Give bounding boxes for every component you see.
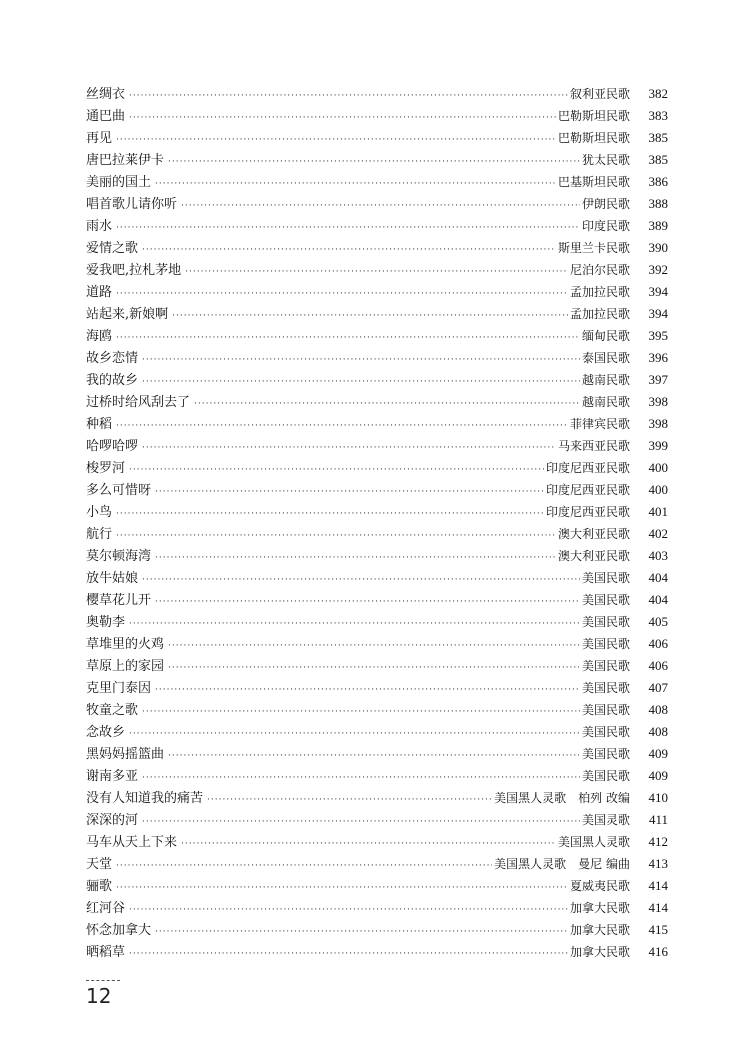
entry-page: 385 (648, 130, 668, 145)
entry-page: 413 (648, 856, 668, 871)
leader-dots (142, 349, 580, 371)
leader-dots (129, 899, 568, 921)
entry-source: 澳大利亚民歌 (557, 549, 630, 563)
leader-dots (155, 547, 556, 569)
entry-page: 395 (648, 328, 668, 343)
entry-source: 美国民歌 (581, 769, 630, 783)
entry-title: 多么可惜呀 (86, 483, 152, 498)
leader-dots (168, 657, 580, 679)
leader-dots (194, 393, 580, 415)
leader-dots (116, 877, 568, 899)
entry-source: 尼泊尔民歌 (569, 263, 630, 277)
entry-page: 410 (648, 790, 668, 805)
table-of-contents (86, 83, 668, 963)
leader-dots (155, 591, 580, 613)
entry-page: 389 (648, 218, 668, 233)
leader-dots (116, 503, 544, 525)
entry-title: 怀念加拿大 (86, 923, 152, 938)
entry-title: 再见 (86, 131, 113, 146)
entry-title: 唐巴拉莱伊卡 (86, 153, 165, 168)
leader-dots (168, 745, 580, 767)
leader-dots (142, 371, 580, 393)
entry-title: 哈啰哈啰 (86, 439, 139, 454)
entry-source: 美国黑人灵歌 柏列 改编 (494, 791, 630, 805)
entry-source: 美国黑人灵歌 曼尼 编曲 (494, 857, 630, 871)
leader-dots (207, 789, 492, 811)
leader-dots (185, 261, 568, 283)
entry-title: 航行 (86, 527, 113, 542)
entry-title: 谢南多亚 (86, 769, 139, 784)
leader-dots (155, 173, 556, 195)
leader-dots (129, 459, 544, 481)
toc-entry (86, 633, 668, 655)
leader-dots (116, 283, 568, 305)
entry-title: 梭罗河 (86, 461, 126, 476)
entry-page: 383 (648, 108, 668, 123)
toc-entry (86, 941, 668, 963)
toc-entry (86, 479, 668, 501)
toc-entry (86, 369, 668, 391)
toc-entry (86, 281, 668, 303)
entry-page: 398 (648, 394, 668, 409)
entry-title: 爱情之歌 (86, 241, 139, 256)
entry-page: 406 (648, 658, 668, 673)
entry-page: 402 (648, 526, 668, 541)
entry-source: 美国民歌 (581, 637, 630, 651)
leader-dots (116, 129, 556, 151)
leader-dots (116, 327, 580, 349)
toc-entry (86, 105, 668, 127)
entry-title: 红河谷 (86, 901, 126, 916)
toc-entry (86, 765, 668, 787)
toc-entry (86, 501, 668, 523)
entry-title: 念故乡 (86, 725, 126, 740)
entry-page: 405 (648, 614, 668, 629)
entry-page: 397 (648, 372, 668, 387)
toc-entry (86, 919, 668, 941)
toc-entry (86, 237, 668, 259)
entry-page: 406 (648, 636, 668, 651)
leader-dots (142, 767, 580, 789)
entry-page: 409 (648, 768, 668, 783)
entry-page: 392 (648, 262, 668, 277)
entry-page: 398 (648, 416, 668, 431)
entry-source: 马来西亚民歌 (557, 439, 630, 453)
entry-page: 414 (648, 900, 668, 915)
entry-page: 408 (648, 702, 668, 717)
entry-page: 404 (648, 592, 668, 607)
entry-source: 孟加拉民歌 (569, 285, 630, 299)
toc-entry (86, 413, 668, 435)
leader-dots (116, 415, 568, 437)
toc-entry (86, 875, 668, 897)
entry-source: 加拿大民歌 (569, 945, 630, 959)
toc-entry (86, 655, 668, 677)
entry-page: 388 (648, 196, 668, 211)
leader-dots (142, 701, 580, 723)
entry-title: 故乡恋情 (86, 351, 139, 366)
entry-title: 樱草花儿开 (86, 593, 152, 608)
toc-entry (86, 149, 668, 171)
toc-entry (86, 831, 668, 853)
entry-title: 唱首歌儿请你听 (86, 197, 178, 212)
entry-title: 我的故乡 (86, 373, 139, 388)
toc-entry (86, 853, 668, 875)
toc-entry (86, 545, 668, 567)
entry-title: 道路 (86, 285, 113, 300)
entry-title: 马车从天上下来 (86, 835, 178, 850)
entry-source: 美国民歌 (581, 593, 630, 607)
entry-page: 416 (648, 944, 668, 959)
entry-source: 叙利亚民歌 (569, 87, 630, 101)
entry-source: 美国民歌 (581, 659, 630, 673)
entry-page: 409 (648, 746, 668, 761)
toc-entry (86, 347, 668, 369)
leader-dots (168, 151, 580, 173)
entry-page: 411 (648, 812, 668, 827)
entry-page: 386 (648, 174, 668, 189)
entry-source: 泰国民歌 (581, 351, 630, 365)
leader-dots (129, 85, 568, 107)
entry-title: 美丽的国土 (86, 175, 152, 190)
entry-title: 通巴曲 (86, 109, 126, 124)
toc-entry (86, 435, 668, 457)
entry-title: 奥勒李 (86, 615, 126, 630)
toc-entry (86, 677, 668, 699)
entry-source: 越南民歌 (581, 395, 630, 409)
leader-dots (168, 635, 580, 657)
leader-dots (155, 921, 568, 943)
toc-entry (86, 567, 668, 589)
leader-dots (181, 833, 556, 855)
entry-source: 美国民歌 (581, 747, 630, 761)
leader-dots (142, 569, 580, 591)
leader-dots (142, 811, 580, 833)
entry-page: 396 (648, 350, 668, 365)
entry-source: 夏威夷民歌 (569, 879, 630, 893)
entry-source: 巴勒斯坦民歌 (557, 109, 630, 123)
entry-page: 401 (648, 504, 668, 519)
entry-title: 没有人知道我的痛苦 (86, 791, 204, 806)
entry-title: 克里门泰因 (86, 681, 152, 696)
entry-page: 390 (648, 240, 668, 255)
footer-divider (86, 980, 120, 981)
toc-entry (86, 743, 668, 765)
toc-entry (86, 303, 668, 325)
entry-title: 草堆里的火鸡 (86, 637, 165, 652)
toc-entry (86, 171, 668, 193)
leader-dots (181, 195, 580, 217)
entry-page: 412 (648, 834, 668, 849)
entry-source: 巴勒斯坦民歌 (557, 131, 630, 145)
toc-entry (86, 699, 668, 721)
entry-source: 缅甸民歌 (581, 329, 630, 343)
entry-page: 403 (648, 548, 668, 563)
leader-dots (142, 239, 556, 261)
entry-title: 黑妈妈摇篮曲 (86, 747, 165, 762)
entry-source: 犹太民歌 (581, 153, 630, 167)
toc-entry (86, 215, 668, 237)
entry-title: 骊歌 (86, 879, 113, 894)
entry-title: 雨水 (86, 219, 113, 234)
entry-source: 印度尼西亚民歌 (545, 461, 630, 475)
leader-dots (116, 855, 492, 877)
entry-page: 400 (648, 482, 668, 497)
entry-page: 414 (648, 878, 668, 893)
entry-title: 牧童之歌 (86, 703, 139, 718)
toc-entry (86, 325, 668, 347)
entry-page: 404 (648, 570, 668, 585)
entry-source: 美国民歌 (581, 615, 630, 629)
entry-title: 海鸥 (86, 329, 113, 344)
entry-page: 415 (648, 922, 668, 937)
leader-dots (142, 437, 556, 459)
toc-entry (86, 127, 668, 149)
toc-entry (86, 897, 668, 919)
entry-page: 382 (648, 86, 668, 101)
entry-source: 孟加拉民歌 (569, 307, 630, 321)
entry-page: 400 (648, 460, 668, 475)
toc-entry (86, 391, 668, 413)
leader-dots (155, 481, 544, 503)
entry-title: 种稻 (86, 417, 113, 432)
toc-entry (86, 523, 668, 545)
toc-entry (86, 809, 668, 831)
entry-source: 菲律宾民歌 (569, 417, 630, 431)
page-number: 12 (86, 984, 112, 1008)
toc-entry (86, 83, 668, 105)
entry-source: 越南民歌 (581, 373, 630, 387)
entry-title: 小鸟 (86, 505, 113, 520)
entry-source: 美国灵歌 (581, 813, 630, 827)
entry-page: 399 (648, 438, 668, 453)
leader-dots (129, 613, 580, 635)
leader-dots (155, 679, 580, 701)
leader-dots (116, 525, 556, 547)
entry-title: 草原上的家园 (86, 659, 165, 674)
entry-source: 美国黑人灵歌 (557, 835, 630, 849)
leader-dots (172, 305, 568, 327)
entry-source: 美国民歌 (581, 681, 630, 695)
entry-title: 放牛姑娘 (86, 571, 139, 586)
entry-page: 394 (648, 306, 668, 321)
entry-source: 斯里兰卡民歌 (557, 241, 630, 255)
entry-source: 印度尼西亚民歌 (545, 483, 630, 497)
entry-source: 美国民歌 (581, 571, 630, 585)
entry-source: 加拿大民歌 (569, 901, 630, 915)
entry-source: 美国民歌 (581, 725, 630, 739)
entry-title: 过桥时给风刮去了 (86, 395, 191, 410)
entry-source: 澳大利亚民歌 (557, 527, 630, 541)
leader-dots (129, 943, 568, 965)
leader-dots (116, 217, 580, 239)
toc-entry (86, 787, 668, 809)
toc-entry (86, 589, 668, 611)
entry-source: 加拿大民歌 (569, 923, 630, 937)
entry-title: 站起来,新娘啊 (86, 307, 169, 322)
entry-title: 莫尔顿海湾 (86, 549, 152, 564)
leader-dots (129, 723, 580, 745)
entry-title: 天堂 (86, 857, 113, 872)
toc-entry (86, 721, 668, 743)
entry-source: 美国民歌 (581, 703, 630, 717)
toc-entry (86, 457, 668, 479)
entry-source: 印度民歌 (581, 219, 630, 233)
entry-page: 394 (648, 284, 668, 299)
entry-source: 印度尼西亚民歌 (545, 505, 630, 519)
entry-title: 深深的河 (86, 813, 139, 828)
entry-title: 爱我吧,拉札茅地 (86, 263, 182, 278)
entry-title: 丝绸衣 (86, 87, 126, 102)
leader-dots (129, 107, 556, 129)
entry-page: 407 (648, 680, 668, 695)
toc-entry (86, 193, 668, 215)
entry-source: 伊朗民歌 (581, 197, 630, 211)
entry-page: 408 (648, 724, 668, 739)
entry-page: 385 (648, 152, 668, 167)
toc-entry (86, 611, 668, 633)
toc-entry (86, 259, 668, 281)
entry-title: 晒稻草 (86, 945, 126, 960)
entry-source: 巴基斯坦民歌 (557, 175, 630, 189)
